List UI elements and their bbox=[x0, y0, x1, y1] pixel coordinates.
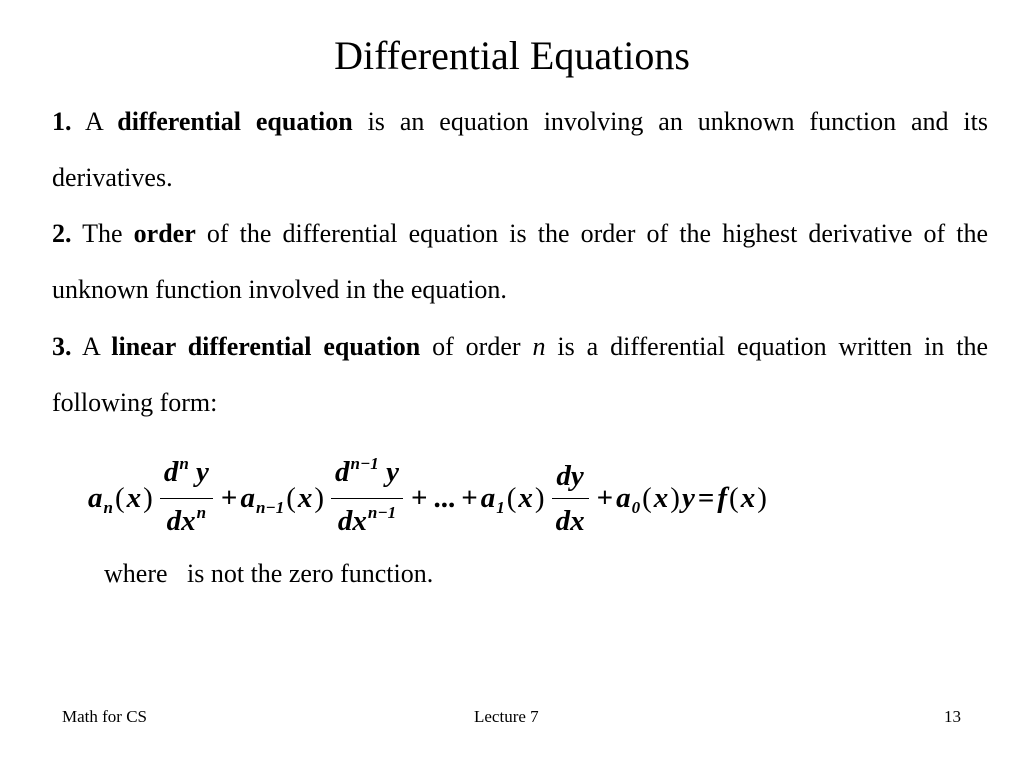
point-3 bbox=[52, 319, 988, 431]
fraction-numerator: dy bbox=[556, 459, 584, 492]
point-1-text: is an equation involving an unknown function and its derivatives. bbox=[52, 107, 988, 192]
point-3-pre: A bbox=[71, 332, 112, 361]
point-2-number: 2. bbox=[52, 219, 72, 248]
sub-n: n bbox=[103, 498, 113, 517]
lparen: ( bbox=[114, 481, 125, 514]
ellipsis: ... bbox=[433, 481, 456, 514]
point-3-term: linear differential equation bbox=[111, 332, 421, 361]
sym-y: y bbox=[196, 455, 209, 488]
fraction-dny-dxn bbox=[160, 454, 213, 543]
fraction-dn1y-dxn1 bbox=[331, 454, 403, 543]
coef-a: a bbox=[480, 481, 496, 514]
sup-n: n bbox=[196, 502, 207, 522]
coef-a: a bbox=[88, 481, 103, 514]
lparen: ( bbox=[729, 481, 739, 514]
lparen: ( bbox=[642, 481, 652, 514]
fraction-bar bbox=[331, 498, 403, 499]
footer-lecture: Lecture 7 bbox=[474, 707, 539, 726]
var-x: x bbox=[297, 481, 313, 514]
lparen: ( bbox=[286, 481, 296, 514]
point-1-number: 1. bbox=[52, 107, 72, 136]
sub-1: 1 bbox=[496, 498, 505, 517]
term-a0 bbox=[616, 482, 695, 515]
slide-title: Differential Equations bbox=[334, 33, 690, 78]
sym-dx: dx bbox=[337, 504, 367, 537]
coef-a: a bbox=[616, 481, 631, 514]
fraction-numerator bbox=[331, 454, 403, 494]
plus-sign: + bbox=[410, 481, 428, 514]
func-f: f bbox=[717, 481, 728, 514]
rparen: ) bbox=[757, 481, 767, 514]
rparen: ) bbox=[314, 481, 325, 514]
point-1-pre: A bbox=[71, 107, 118, 136]
sup-n: n bbox=[179, 453, 189, 473]
point-2 bbox=[52, 206, 988, 318]
sym-d: d bbox=[163, 455, 179, 488]
term-a1 bbox=[481, 482, 547, 515]
sym-y: y bbox=[386, 455, 399, 488]
point-1 bbox=[52, 94, 988, 206]
sup-n-minus-1: n−1 bbox=[367, 502, 397, 522]
point-3-variable: n bbox=[532, 332, 546, 361]
fraction-bar bbox=[160, 498, 213, 499]
plus-sign: + bbox=[596, 481, 614, 514]
point-2-pre: The bbox=[71, 219, 134, 248]
rparen: ) bbox=[534, 481, 545, 514]
plus-sign: + bbox=[461, 481, 478, 514]
sub-0: 0 bbox=[631, 498, 641, 517]
var-x: x bbox=[518, 481, 533, 514]
plus-sign: + bbox=[220, 481, 238, 514]
var-y: y bbox=[681, 481, 695, 514]
footer-page-number: 13 bbox=[944, 707, 961, 726]
footer-course: Math for CS bbox=[62, 707, 147, 726]
fraction-denominator bbox=[163, 503, 210, 543]
var-x: x bbox=[653, 481, 669, 514]
coef-a: a bbox=[240, 481, 255, 514]
term-an bbox=[88, 482, 155, 515]
var-x: x bbox=[740, 481, 756, 514]
term-an1 bbox=[240, 482, 326, 515]
point-1-term: differential equation bbox=[117, 107, 353, 136]
point-3-number: 3. bbox=[52, 332, 72, 361]
rparen: ) bbox=[143, 481, 153, 514]
var-x: x bbox=[126, 481, 142, 514]
equals-sign: = bbox=[697, 481, 715, 514]
linear-de-equation bbox=[88, 448, 948, 548]
sub-n-minus-1: n−1 bbox=[255, 498, 285, 517]
sup-n-minus-1: n−1 bbox=[350, 453, 379, 473]
lparen: ( bbox=[506, 481, 517, 514]
rparen: ) bbox=[670, 481, 680, 514]
fraction-bar bbox=[552, 498, 589, 499]
fraction-denominator bbox=[334, 503, 400, 543]
sym-d: d bbox=[335, 455, 350, 488]
where-note: where is not the zero function. bbox=[104, 559, 434, 588]
fraction-dy-dx bbox=[552, 458, 589, 539]
point-3-mid: of order bbox=[420, 332, 533, 361]
sym-dx: dx bbox=[166, 504, 196, 537]
point-2-term: order bbox=[133, 219, 196, 248]
point-2-text: of the differential equation is the order of the highest derivative of the unknown function involved in the equation. bbox=[52, 219, 988, 304]
term-fx bbox=[717, 482, 769, 515]
fraction-numerator bbox=[160, 454, 213, 494]
point-3-text: is a differential equation written in the following form: bbox=[52, 332, 988, 417]
fraction-denominator: dx bbox=[555, 504, 585, 537]
